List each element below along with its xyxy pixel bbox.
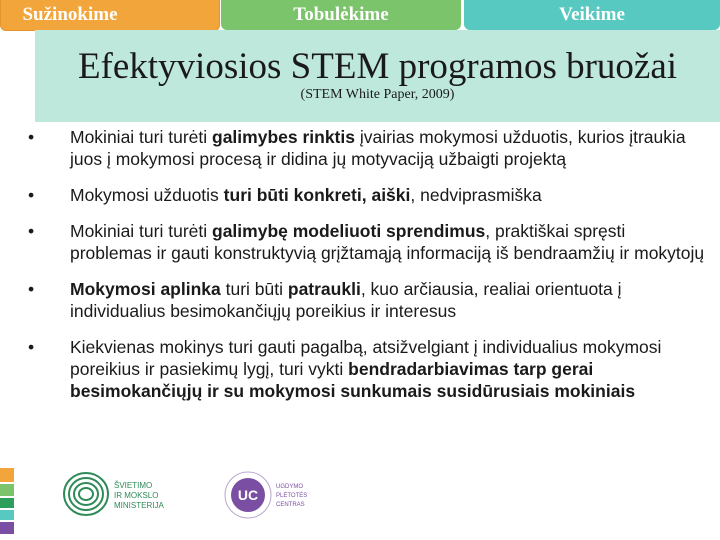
side-color-segment [0,468,14,482]
ministry-line-3: MINISTERIJA [114,501,164,510]
bullet-marker: • [28,337,35,357]
bullet-marker: • [28,127,35,147]
bullet-item [28,184,708,206]
side-color-segment [0,522,14,534]
tab-suzinokime[interactable] [0,0,220,31]
bullet-marker: • [28,185,35,205]
centre-line-3: CENTRAS [276,502,305,508]
tab-label: Tobulėkime [293,4,389,25]
bullet-text: , kuo arčiausia, realiai orientuota į individualius besimokančiųjų poreikius ir interesus [70,279,622,321]
tab-veikime[interactable] [464,0,720,30]
bullet-text: turi būti [220,279,288,299]
bullet-emphasis: Mokymosi aplinka [70,279,221,299]
bullet-emphasis: galimybes rinktis [212,127,355,147]
ministry-line-1: ŠVIETIMO [114,481,153,490]
bullet-text: Mokiniai turi turėti [70,127,212,147]
bullet-text: Kiekvienas mokinys turi gauti pagalbą, atsižvelgiant į individualius mokymosi poreikius ir pasiekimų lygį, turi vykti [70,337,662,379]
bullet-text: , praktiškai spręsti problemas ir gauti konstruktyvią grįžtamąją informaciją iš bendraamžių ir mokytojų [70,221,705,263]
centre-logo [224,470,314,525]
bullet-item [28,278,708,322]
page-title: Efektyviosios STEM programos bruožai [77,46,678,87]
bullet-marker: • [28,221,35,241]
top-tabs [0,0,720,30]
tab-label: Sužinokime [22,4,118,25]
bullet-emphasis: bendradarbiavimas tarp gerai besimokančiųjų ir su mokymosi sunkumais susidūrusiais mokiniais [70,359,636,401]
centre-mark: UC [237,487,259,503]
bullet-emphasis: turi būti konkreti, aiški [223,185,411,205]
tab-label: Veikime [559,4,625,25]
tab-tobulekime[interactable] [221,0,461,30]
bullet-item [28,126,708,170]
side-color-segment [0,484,14,496]
page-subtitle: (STEM White Paper, 2009) [300,87,455,102]
ministry-line-2: IR MOKSLO [114,491,159,500]
centre-line-2: PLĖTOTĖS [276,493,308,499]
centre-emblem-icon [224,470,314,520]
bullet-item [28,220,708,264]
ministry-logo [62,470,192,523]
ministry-emblem-icon [62,470,192,518]
bullet-text: , nedviprasmiška [410,185,542,205]
bullet-text: Mokymosi užduotis [70,185,224,205]
bullet-marker: • [28,279,35,299]
bullet-emphasis: galimybę modeliuoti sprendimus [212,221,486,241]
bullet-text: Mokiniai turi turėti [70,221,212,241]
side-color-segment [0,498,14,508]
bullet-text: įvairias mokymosi užduotis, kurios įtraukia juos į mokymosi procesą ir didina jų motyvaciją užbaigti projektą [70,127,686,169]
side-color-segment [0,510,14,520]
bullet-emphasis: patraukli [287,279,361,299]
centre-line-1: UGDYMO [276,484,303,490]
bullet-list [28,126,708,416]
bullet-item [28,336,708,402]
